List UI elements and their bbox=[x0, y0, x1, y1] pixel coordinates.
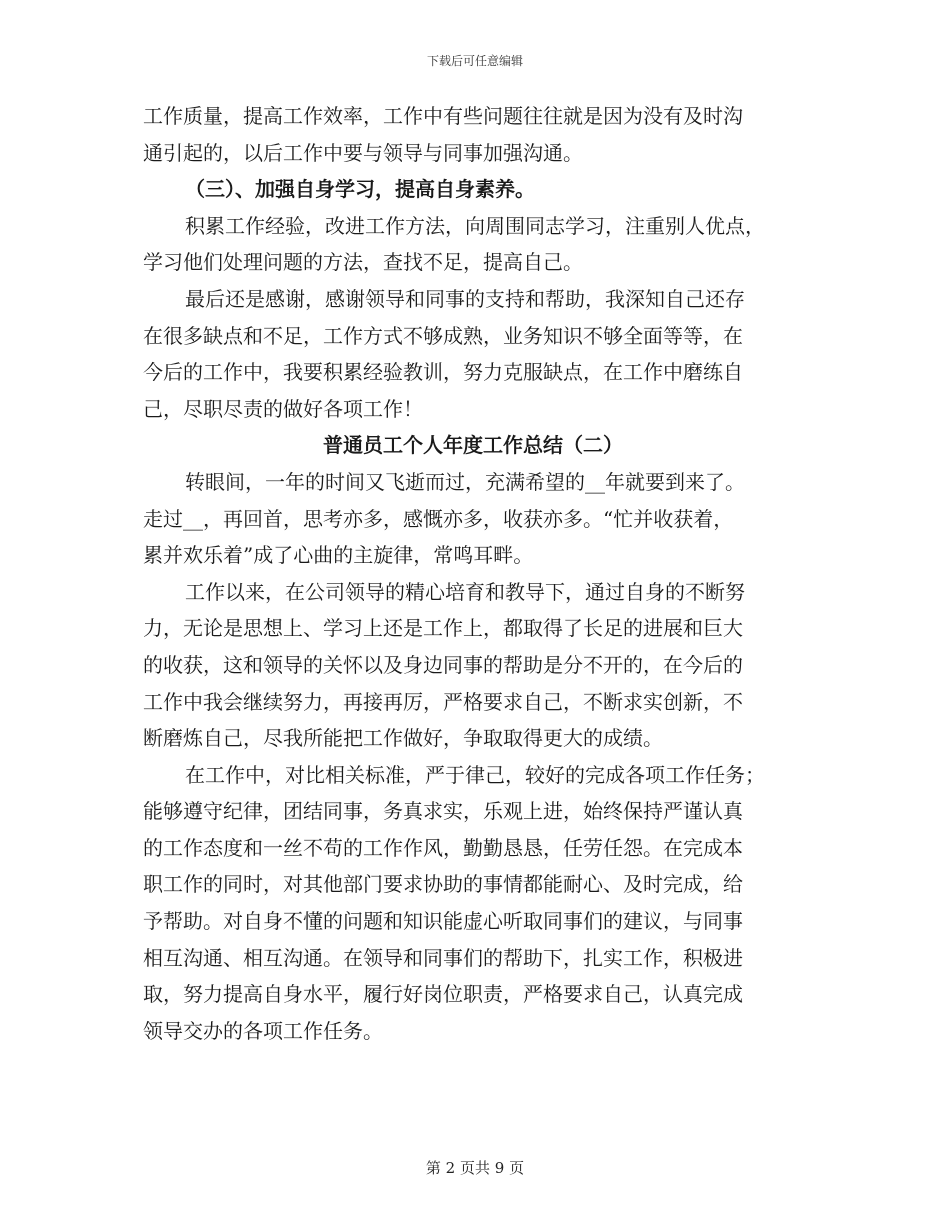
paragraph-line: 力，无论是思想上、学习上还是工作上，都取得了长足的进展和巨大 bbox=[143, 616, 743, 641]
paragraph-line: 领导交办的各项工作任务。 bbox=[143, 1018, 383, 1043]
page-header: 下载后可任意编辑 bbox=[426, 54, 523, 68]
paragraph-line: 职工作的同时，对其他部门要求协助的事情都能耐心、及时完成，给 bbox=[143, 872, 743, 897]
paragraph-line: 相互沟通、相互沟通。在领导和同事们的帮助下，扎实工作，积极进 bbox=[143, 945, 743, 970]
paragraph-line: 的收获，这和领导的关怀以及身边同事的帮助是分不开的，在今后的 bbox=[143, 652, 743, 677]
paragraph-line: 的工作态度和一丝不苟的工作作风，勤勤恳恳，任劳任怨。在完成本 bbox=[143, 835, 743, 860]
paragraph-line: 断磨炼自己，尽我所能把工作做好，争取取得更大的成绩。 bbox=[143, 726, 663, 751]
paragraph-line: 工作质量，提高工作效率，工作中有些问题往往就是因为没有及时沟 bbox=[143, 104, 743, 128]
paragraph-line: 在很多缺点和不足，工作方式不够成熟，业务知识不够全面等等，在 bbox=[143, 323, 743, 348]
paragraph-line: 最后还是感谢，感谢领导和同事的支持和帮助，我深知自己还存 bbox=[185, 286, 745, 311]
paragraph-line: 通引起的，以后工作中要与领导与同事加强沟通。 bbox=[143, 140, 583, 165]
paragraph-line: 能够遵守纪律，团结同事，务真求实，乐观上进，始终保持严谨认真 bbox=[143, 799, 743, 824]
paragraph-line: 走过__，再回首，思考亦多，感慨亦多，收获亦多。“忙并收获着， bbox=[143, 506, 734, 531]
document-body bbox=[143, 98, 803, 1049]
paragraph-line: 今后的工作中，我要积累经验教训，努力克服缺点，在工作中磨练自 bbox=[143, 360, 743, 385]
paragraph-line: 累并欢乐着”成了心曲的主旋律，常鸣耳畔。 bbox=[143, 543, 534, 568]
paragraph-line: 己，尽职尽责的做好各项工作！ bbox=[143, 396, 423, 421]
paragraph-line: 在工作中，对比相关标准，严于律己，较好的完成各项工作任务； bbox=[185, 762, 765, 787]
paragraph-line: 积累工作经验，改进工作方法，向周围同志学习，注重别人优点， bbox=[185, 213, 765, 238]
paragraph-line: 予帮助。对自身不懂的问题和知识能虚心听取同事们的建议，与同事 bbox=[143, 909, 743, 934]
section-heading: （三）、加强自身学习，提高自身素养。 bbox=[185, 177, 535, 202]
paragraph-line: 工作中我会继续努力，再接再厉，严格要求自己，不断求实创新，不 bbox=[143, 689, 743, 714]
paragraph-line: 学习他们处理问题的方法，查找不足，提高自己。 bbox=[143, 250, 583, 275]
page-number: 第 2 页共 9 页 bbox=[425, 1159, 525, 1177]
paragraph-line: 工作以来，在公司领导的精心培育和教导下，通过自身的不断努 bbox=[185, 579, 745, 604]
paragraph-line: 取，努力提高自身水平，履行好岗位职责，严格要求自己，认真完成 bbox=[143, 982, 743, 1007]
document-title: 普通员工个人年度工作总结（二） bbox=[323, 433, 623, 458]
paragraph-line: 转眼间，一年的时间又飞逝而过，充满希望的__年就要到来了。 bbox=[185, 469, 745, 494]
